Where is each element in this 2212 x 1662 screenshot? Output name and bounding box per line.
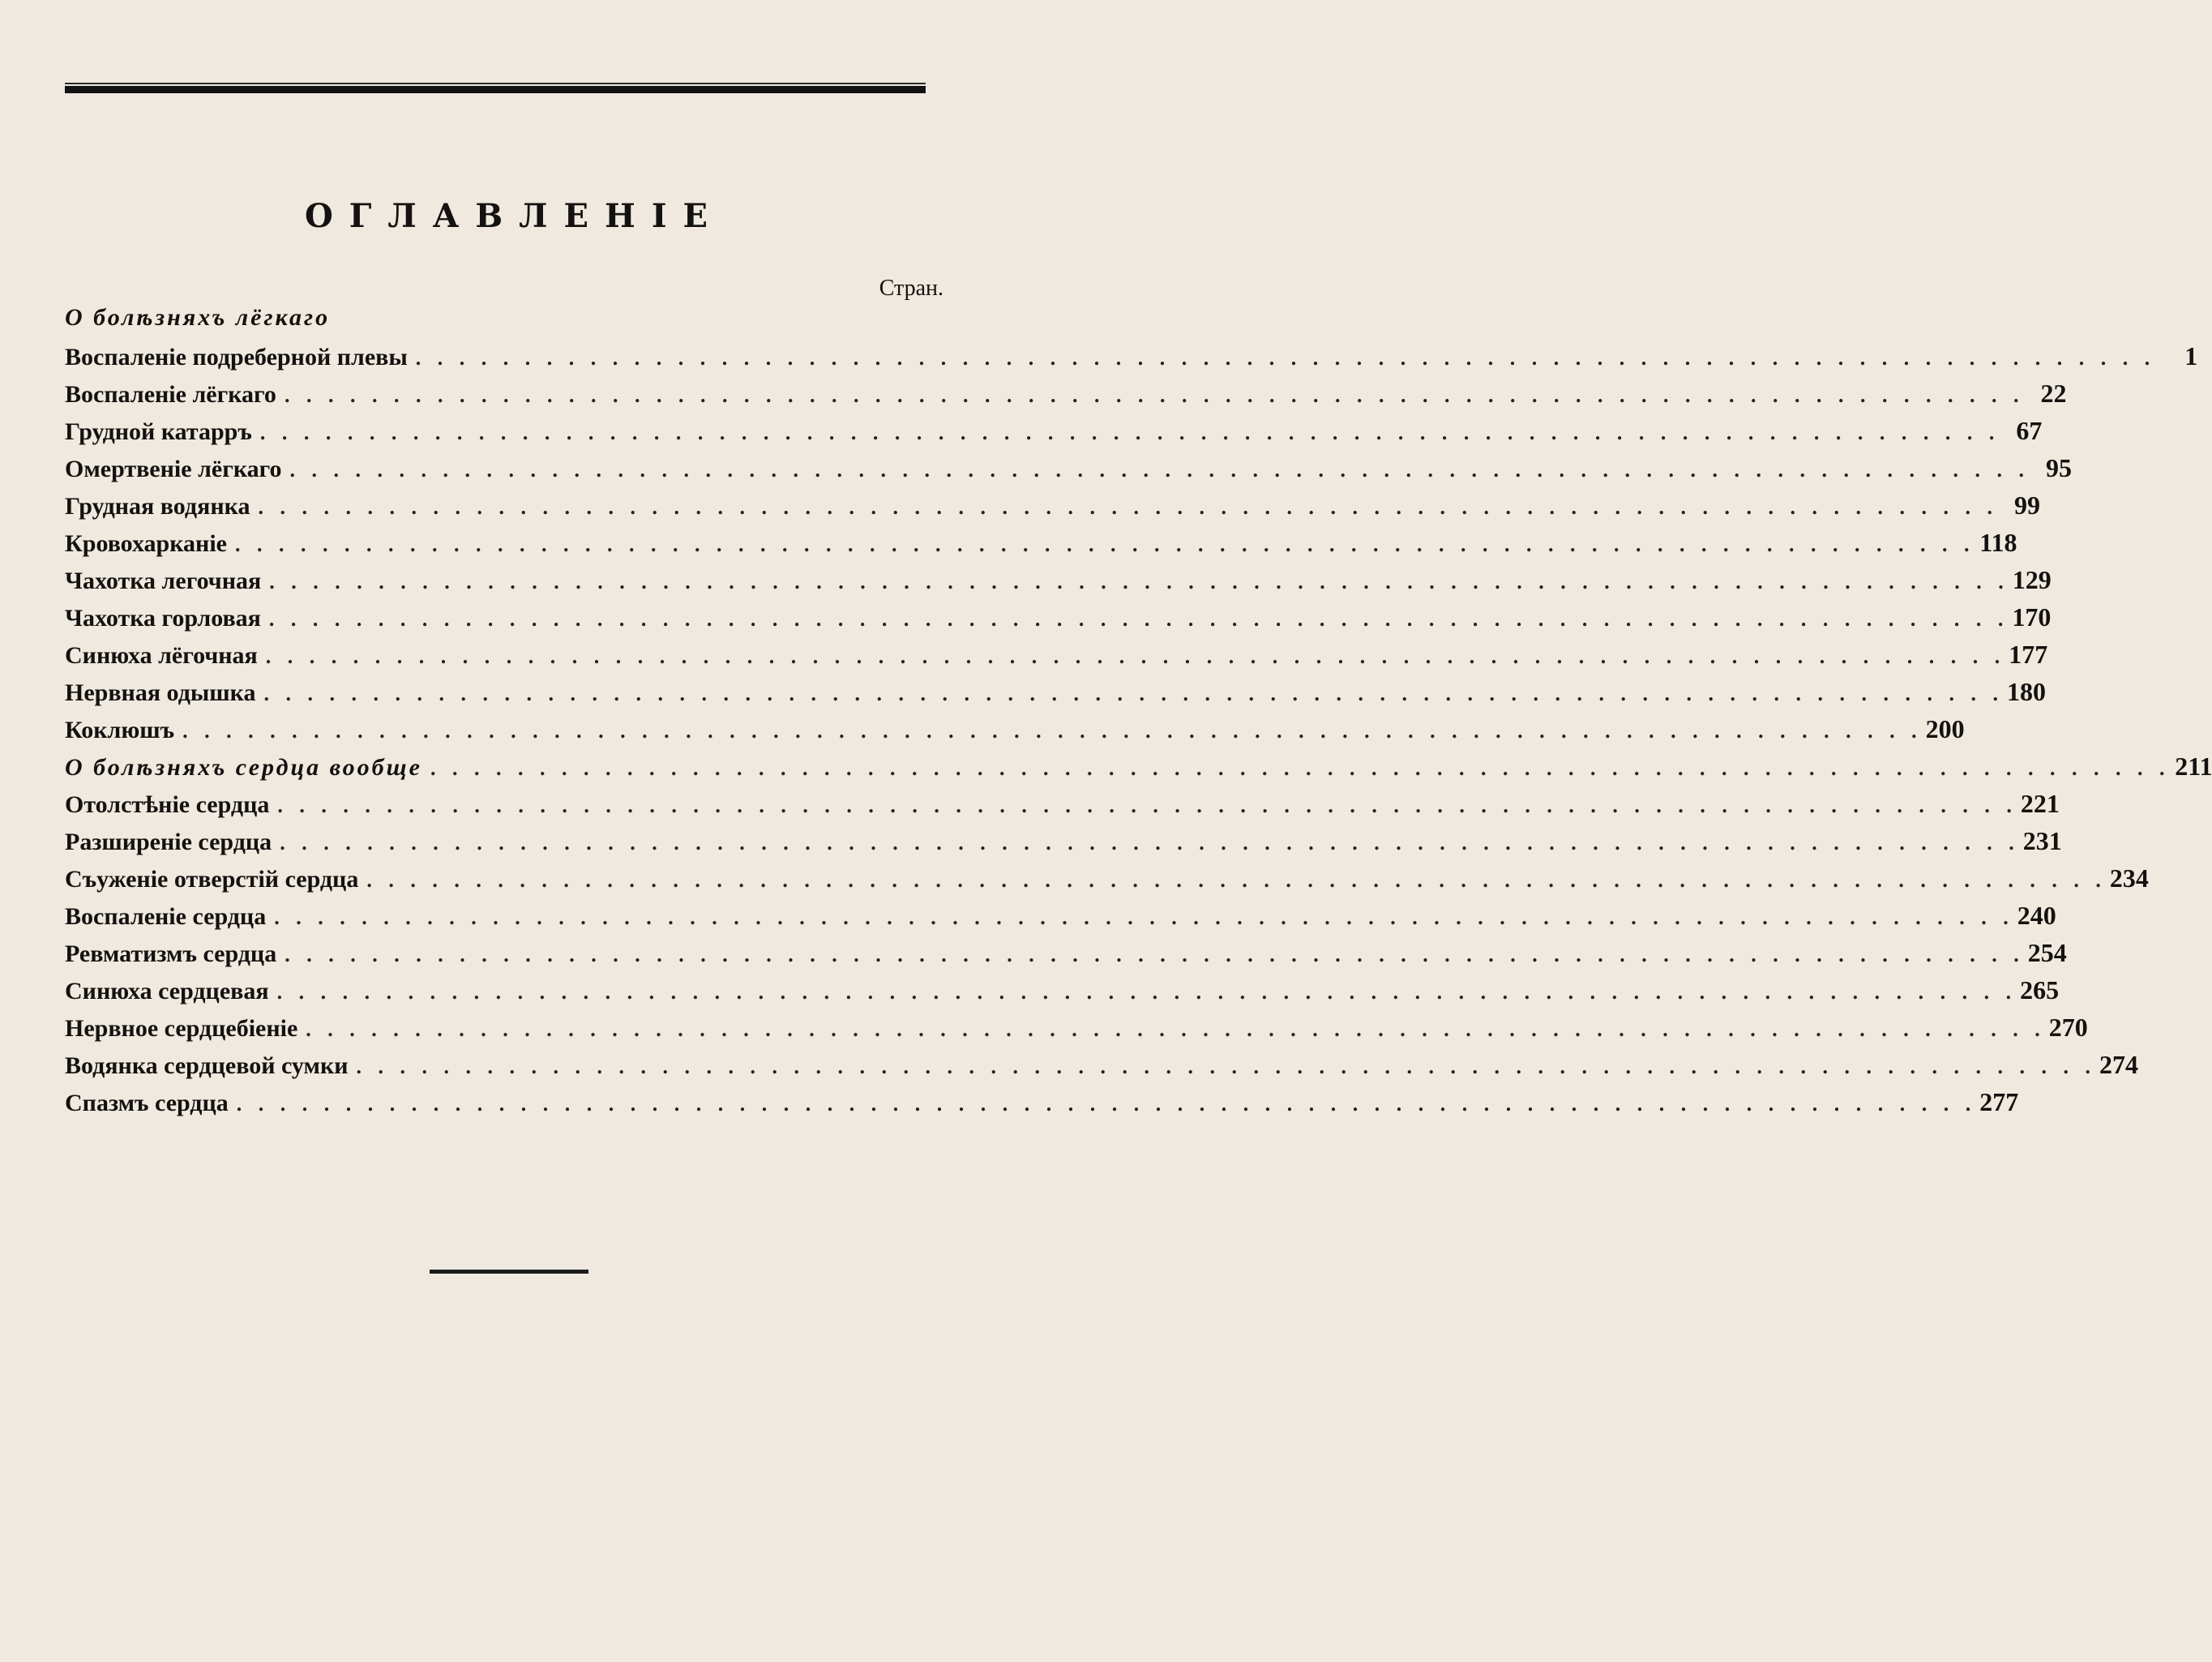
toc-entry: [65, 677, 2046, 714]
toc-entry-label: Отолстѣніе сердца: [65, 791, 270, 818]
toc-entry-label: Съуженіе отверстій сердца: [65, 866, 359, 893]
toc-page-number: 22: [2040, 379, 2067, 408]
dot-leader: . . . . . . . . . . . . . . . . . . . . . . . . . . . . . . . . . . . . . . . . . . . . . . . . . . . . . . . . . . . . . . . . . . . . . . . . . . . . . . . .: [235, 533, 1975, 556]
toc-page-number: 1: [2184, 341, 2198, 371]
toc-entry-label: Спазмъ сердца: [65, 1090, 229, 1116]
top-thin-rule: [65, 83, 926, 84]
dot-leader: . . . . . . . . . . . . . . . . . . . . . . . . . . . . . . . . . . . . . . . . . . . . . . . . . . . . . . . . . . . . . . . . . . . . . . . . . . . . . . . .: [277, 794, 2017, 817]
toc-page-number: 274: [2099, 1050, 2139, 1079]
toc-entry-label: Разширеніе сердца: [65, 829, 272, 855]
toc-entry: [65, 789, 2060, 826]
dot-leader: . . . . . . . . . . . . . . . . . . . . . . . . . . . . . . . . . . . . . . . . . . . . . . . . . . . . . . . . . . . . . . . . . . . . . . . . . . . . . . . .: [356, 1055, 2097, 1078]
dot-leader: . . . . . . . . . . . . . . . . . . . . . . . . . . . . . . . . . . . . . . . . . . . . . . . . . . . . . . . . . . . . . . . . . . . . . . . . . . . . . . . .: [285, 943, 2025, 966]
toc-page-number: 170: [2012, 602, 2052, 632]
dot-leader: . . . . . . . . . . . . . . . . . . . . . . . . . . . . . . . . . . . . . . . . . . . . . . . . . . . . . . . . . . . . . . . . . . . . . . . . . . . . . . . .: [258, 495, 1998, 519]
toc-section-heading: [65, 304, 943, 341]
toc-entry-label: Воспаленіе сердца: [65, 903, 267, 930]
dot-leader: . . . . . . . . . . . . . . . . . . . . . . . . . . . . . . . . . . . . . . . . . . . . . . . . . . . . . . . . . . . . . . . . . . . . . . . . . . . . . . . .: [263, 682, 2004, 705]
dot-leader: . . . . . . . . . . . . . . . . . . . . . . . . . . . . . . . . . . . . . . . . . . . . . . . . . . . . . . . . . . . . . . . . . . . . . . . . . . . . . . . .: [280, 831, 2020, 855]
dot-leader: . . . . . . . . . . . . . . . . . . . . . . . . . . . . . . . . . . . . . . . . . . . . . . . . . . . . . . . . . . . . . . . . . . . . . . . . . . . . . . . .: [289, 458, 2030, 482]
toc-entry: [65, 1050, 2139, 1087]
toc-page-number: 231: [2022, 826, 2062, 855]
dot-leader: . . . . . . . . . . . . . . . . . . . . . . . . . . . . . . . . . . . . . . . . . . . . . . . . . . . . . . . . . . . . . . . . . . . . . . . . . . . . . . . .: [366, 868, 2107, 892]
dot-leader: . . . . . . . . . . . . . . . . . . . . . . . . . . . . . . . . . . . . . . . . . . . . . . . . . . . . . . . . . . . . . . . . . . . . . . . . . . . . . . . .: [268, 607, 2009, 631]
dot-leader: . . . . . . . . . . . . . . . . . . . . . . . . . . . . . . . . . . . . . . . . . . . . . . . . . . . . . . . . . . . . . . . . . . . . . . . . . . . . . . . .: [284, 383, 2025, 407]
dot-leader: . . . . . . . . . . . . . . . . . . . . . . . . . . . . . . . . . . . . . . . . . . . . . . . . . . . . . . . . . . . . . . . . . . . . . . . . . . . . . . . .: [276, 980, 2017, 1004]
toc-entry: [65, 863, 2149, 901]
dot-leader: . . . . . . . . . . . . . . . . . . . . . . . . . . . . . . . . . . . . . . . . . . . . . . . . . . . . . . . . . . . . . . . . . . . . . . . . . . . . . . . .: [430, 756, 2171, 780]
toc-page-number: 99: [2013, 490, 2040, 520]
toc-entry: [65, 565, 2052, 602]
top-double-rule: [65, 83, 926, 94]
toc-entry: [65, 490, 2040, 528]
toc-entry-label: О болѣзняхъ лёгкаго: [65, 304, 331, 331]
toc-entry-label: Нервное сердцебіеніе: [65, 1015, 298, 1042]
toc-entry-label: Воспаленіе подреберной плевы: [65, 344, 408, 371]
toc-entry-label: Омертвеніе лёгкаго: [65, 456, 282, 482]
toc-entry-label: Нервная одышка: [65, 679, 256, 706]
toc-entry-label: О болѣзняхъ сердца вообще: [65, 754, 422, 781]
dot-leader: . . . . . . . . . . . . . . . . . . . . . . . . . . . . . . . . . . . . . . . . . . . . . . . . . . . . . . . . . . . . . . . . . . . . . . . . . . . . . . . .: [415, 346, 2156, 370]
toc-entry: [65, 826, 2062, 863]
toc-entry-label: Коклюшъ: [65, 717, 175, 743]
dot-leader: . . . . . . . . . . . . . . . . . . . . . . . . . . . . . . . . . . . . . . . . . . . . . . . . . . . . . . . . . . . . . . . . . . . . . . . . . . . . . . . .: [236, 1092, 1977, 1116]
dot-leader: . . . . . . . . . . . . . . . . . . . . . . . . . . . . . . . . . . . . . . . . . . . . . . . . . . . . . . . . . . . . . . . . . . . . . . . . . . . . . . . .: [306, 1017, 2046, 1041]
toc-entry: [65, 528, 2017, 565]
dot-leader: . . . . . . . . . . . . . . . . . . . . . . . . . . . . . . . . . . . . . . . . . . . . . . . . . . . . . . . . . . . . . . . . . . . . . . . . . . . . . . . .: [265, 645, 2006, 668]
toc-page-number: 234: [2109, 863, 2149, 893]
dot-leader: . . . . . . . . . . . . . . . . . . . . . . . . . . . . . . . . . . . . . . . . . . . . . . . . . . . . . . . . . . . . . . . . . . . . . . . . . . . . . . . .: [274, 906, 2014, 929]
page-column-label: Стран.: [879, 276, 943, 301]
toc-entry-label: Грудной катарръ: [65, 418, 252, 445]
toc-page-number: 270: [2048, 1013, 2088, 1042]
toc-entry: [65, 640, 2048, 677]
toc-entry-label: Кровохарканіе: [65, 530, 227, 557]
toc-entry: [65, 901, 2056, 938]
toc-page-number: 177: [2009, 640, 2048, 669]
toc-entry: [65, 938, 2067, 975]
toc-page-number: 265: [2020, 975, 2060, 1004]
toc-entry: [65, 341, 2198, 379]
toc-page-number: 129: [2012, 565, 2052, 594]
toc-entry-label: Синюха сердцевая: [65, 978, 269, 1004]
dot-leader: . . . . . . . . . . . . . . . . . . . . . . . . . . . . . . . . . . . . . . . . . . . . . . . . . . . . . . . . . . . . . . . . . . . . . . . . . . . . . . . .: [182, 719, 1923, 743]
toc-entry-label: Ревматизмъ сердца: [65, 940, 277, 967]
toc-entry-label: Воспаленіе лёгкаго: [65, 381, 276, 408]
toc-page-number: 221: [2020, 789, 2060, 818]
toc-entry: [65, 453, 2073, 490]
toc-section-heading: [65, 752, 2212, 789]
toc-page-number: 211: [2175, 752, 2212, 781]
toc-page-number: 254: [2027, 938, 2067, 967]
toc-entry-label: Чахотка легочная: [65, 568, 262, 594]
top-thick-rule: [65, 86, 926, 93]
page-title: ОГЛАВЛЕНІЕ: [304, 197, 725, 235]
toc-entry: [65, 975, 2060, 1013]
bottom-rule: [430, 1270, 588, 1274]
dot-leader: . . . . . . . . . . . . . . . . . . . . . . . . . . . . . . . . . . . . . . . . . . . . . . . . . . . . . . . . . . . . . . . . . . . . . . . . . . . . . . . .: [269, 570, 2009, 593]
toc-entry: [65, 714, 1965, 752]
toc-entry: [65, 1087, 2019, 1124]
toc-entry-label: Чахотка горловая: [65, 605, 261, 632]
toc-entry-label: Грудная водянка: [65, 493, 250, 520]
toc-page-number: 240: [2017, 901, 2056, 930]
toc-entry: [65, 416, 2043, 453]
toc-page-number: 180: [2006, 677, 2046, 706]
toc-entry-label: Синюха лёгочная: [65, 642, 258, 669]
table-of-contents: [65, 304, 2212, 1124]
toc-entry-label: Водянка сердцевой сумки: [65, 1052, 349, 1079]
toc-page-number: 67: [2016, 416, 2043, 445]
toc-entry: [65, 1013, 2088, 1050]
dot-leader: . . . . . . . . . . . . . . . . . . . . . . . . . . . . . . . . . . . . . . . . . . . . . . . . . . . . . . . . . . . . . . . . . . . . . . . . . . . . . . . .: [259, 421, 2000, 444]
toc-entry: [65, 379, 2067, 416]
toc-entry: [65, 602, 2052, 640]
toc-page-number: 277: [1979, 1087, 2019, 1116]
toc-page-number: 200: [1925, 714, 1965, 743]
toc-page-number: 118: [1979, 528, 2017, 557]
toc-page-number: 95: [2046, 453, 2073, 482]
